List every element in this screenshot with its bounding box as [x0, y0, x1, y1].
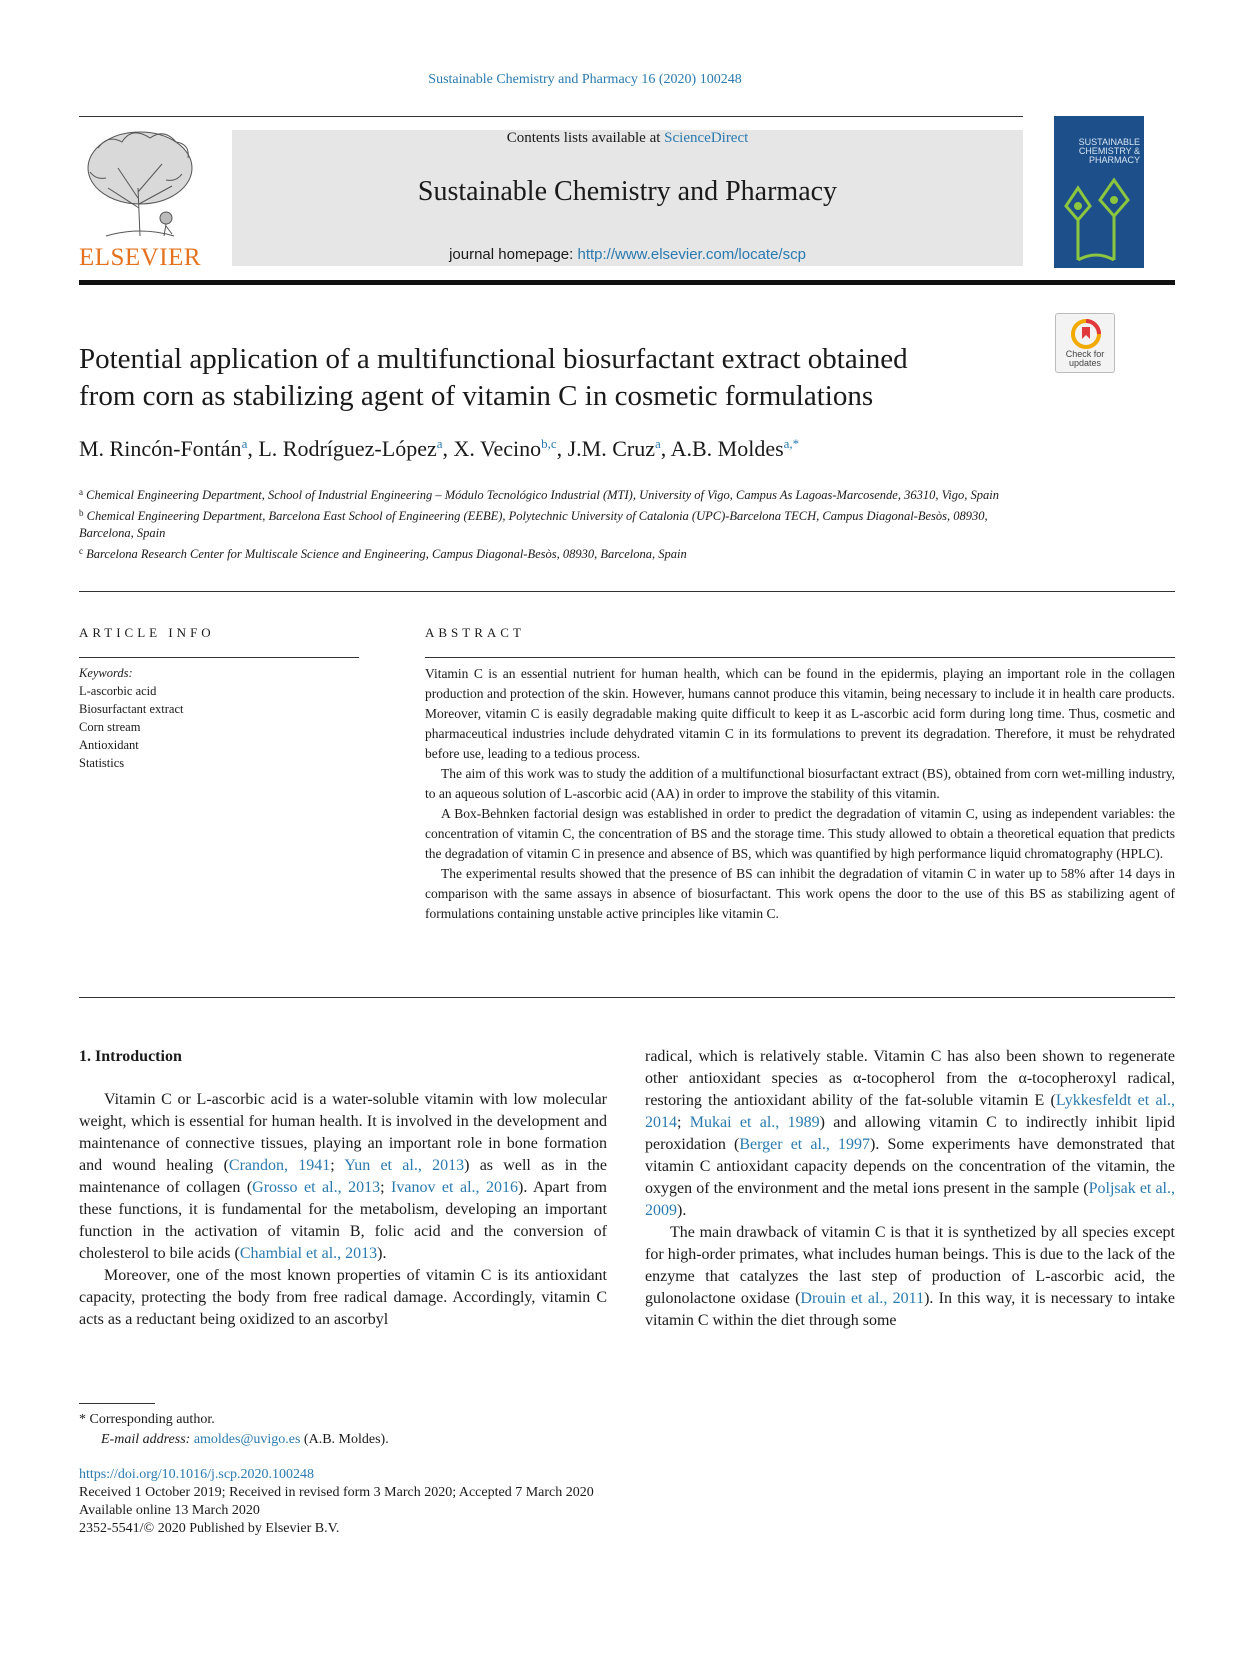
author-affil-mark[interactable]: b,c	[541, 436, 557, 451]
citation-link[interactable]: Poljsak et al., 2009	[645, 1180, 1175, 1219]
check-for-updates-badge[interactable]	[1055, 313, 1115, 373]
author-affil-mark[interactable]: a	[436, 436, 443, 451]
body-text: ) as well as in the maintenance of collagen (	[79, 1157, 607, 1196]
citation-link[interactable]: Lykkesfeldt et al., 2014	[645, 1092, 1175, 1131]
abstract-heading: ABSTRACT	[425, 625, 525, 640]
keywords-block	[79, 664, 359, 772]
keyword: Biosurfactant extract	[79, 702, 184, 716]
keyword: Statistics	[79, 756, 125, 770]
journal-cover[interactable]	[1054, 116, 1144, 268]
doi-link[interactable]: https://doi.org/10.1016/j.scp.2020.100248	[79, 1467, 315, 1482]
sciencedirect-link[interactable]: ScienceDirect	[664, 130, 749, 146]
received-dates: Received 1 October 2019; Received in revised form 3 March 2020; Accepted 7 March 2020	[79, 1485, 594, 1500]
citation-link[interactable]: Mukai et al., 1989	[689, 1114, 820, 1131]
citation-link[interactable]: Grosso et al., 2013	[252, 1179, 381, 1196]
body-text: ;	[330, 1157, 345, 1174]
elsevier-wordmark: ELSEVIER	[78, 244, 202, 271]
homepage-line: journal homepage: http://www.elsevier.com/locate/scp	[449, 246, 806, 263]
contents-line: Contents lists available at ScienceDirect	[506, 130, 749, 146]
publication-info	[79, 1466, 979, 1538]
abstract-paragraph: The aim of this work was to study the addition of a multifunctional biosurfactant extract (BS), obtained from corn wet-milling industry, to an aqueous solution of L-ascorbic acid (AA) in order to improve the stability of this vitamin.	[425, 766, 1175, 801]
body-paragraph	[79, 1265, 607, 1331]
author-affil-mark[interactable]: a	[655, 436, 661, 451]
check-for-updates-icon	[1071, 319, 1101, 349]
keyword: Antioxidant	[79, 738, 139, 752]
author-affil-mark[interactable]: a	[241, 436, 248, 451]
affiliation: $^c$ Barcelona Research Center for Multiscale Science and Engineering, Campus Diagonal-Besòs, 08930, Barcelona, Spain	[79, 545, 687, 561]
corresponding-author-note: * Corresponding author.	[79, 1412, 215, 1427]
body-column-left	[79, 1046, 607, 1331]
cover-title: SUSTAINABLE CHEMISTRY & PHARMACY	[1078, 137, 1140, 165]
body-text: ).	[677, 1202, 687, 1219]
body-text: ). In this way, it is necessary to intake vitamin C within the diet through some	[645, 1290, 1175, 1329]
body-text: ).	[377, 1245, 387, 1262]
email-link[interactable]: amoldes@uvigo.es	[193, 1432, 301, 1447]
body-text: ) and allowing vitamin C to indirectly inhibit lipid peroxidation (	[645, 1114, 1175, 1153]
affiliation: $^a$ Chemical Engineering Department, School of Industrial Engineering – Módulo Tecnológico Industrial (MTI), University of Vigo, Campus As Lagoas-Marcosende, 36310, Vigo, Spain	[79, 487, 1000, 502]
check-for-updates-label: Check for updates	[1065, 349, 1105, 368]
abstract-body	[425, 664, 1175, 924]
email-line: E-mail address: amoldes@uvigo.es (A.B. Moldes).	[101, 1432, 389, 1447]
cover-leaf-icon	[1056, 170, 1142, 266]
body-text: radical, which is relatively stable. Vitamin C has also been shown to regenerate other antioxidant species as α-tocopherol from the α-tocopheroxyl radical, restoring the antioxidant ability of the fat-soluble vitamin E (	[645, 1048, 1175, 1109]
article-title: Potential application of a multifunctional biosurfactant extract obtained from corn as stabilizing agent of vitamin C in cosmetic formulations	[79, 343, 908, 412]
citation-link[interactable]: Berger et al., 1997	[739, 1136, 871, 1153]
abstract-paragraph: The experimental results showed that the presence of BS can inhibit the degradation of vitamin C in water up to 58% after 14 days in comparison with the same assays in absence of biosurfactant. This work opens the door to the use of this BS as stabilizing agent of formulations containing unstable active principles like vitamin C.	[425, 866, 1175, 921]
journal-reference[interactable]: Sustainable Chemistry and Pharmacy 16 (2020) 100248	[428, 72, 742, 87]
body-paragraph	[79, 1089, 607, 1265]
header-thick-rule	[79, 280, 1175, 285]
body-text: Vitamin C or L-ascorbic acid is a water-soluble vitamin with low molecular weight, which is essential for human health. It is involved in the development and maintenance of connective tissues, playing an important role in bone formation and wound healing (	[79, 1091, 607, 1174]
available-online: Available online 13 March 2020	[79, 1503, 260, 1518]
body-text: ). Some experiments have demonstrated that vitamin C antioxidant capacity depends on the concentration of the vitamin, the oxygen of the environment and the metal ions present in the sample (	[645, 1136, 1175, 1197]
keywords-label: Keywords:	[79, 666, 133, 680]
author-affil-mark[interactable]: a,*	[783, 436, 800, 451]
citation-link[interactable]: Chambial et al., 2013	[239, 1245, 378, 1262]
keyword: Corn stream	[79, 720, 141, 734]
author-list: M. Rincón-Fontán$^a$, L. Rodríguez-López$^a$, X. Vecino$^{b,c}$, J.M. Cruz$^a$, A.B. Moldes$^{a,*}$	[79, 436, 800, 461]
citation-link[interactable]: Ivanov et al., 2016	[391, 1179, 519, 1196]
section-heading: 1. Introduction	[79, 1048, 182, 1065]
body-paragraph	[645, 1222, 1175, 1332]
author[interactable]: M. Rincón-Fontán	[79, 436, 242, 461]
abstract-paragraph: Vitamin C is an essential nutrient for human health, which can be found in the epidermis, playing an important role in the collagen production and protection of the skin. However, humans cannot produce this vitamin, being necessary to include it in health care products. Moreover, vitamin C is easily degradable making quite difficult to keep it as L-ascorbic acid form during long time. Thus, cosmetic and pharmaceutical industries include dehydrated vitamin C in its formulations to prevent its degradation. Therefore, it must be rehydrated before use, leading to a tedious process.	[425, 666, 1175, 761]
section-rule	[79, 591, 1175, 592]
homepage-link[interactable]: http://www.elsevier.com/locate/scp	[577, 246, 806, 263]
author[interactable]: L. Rodríguez-López	[258, 436, 437, 461]
abstract-rule	[425, 657, 1175, 658]
citation-link[interactable]: Yun et al., 2013	[344, 1157, 465, 1174]
author[interactable]: A.B. Moldes	[670, 436, 784, 461]
footnote	[79, 1410, 779, 1450]
body-paragraph	[645, 1046, 1175, 1222]
citation-link[interactable]: Crandon, 1941	[228, 1157, 331, 1174]
footnote-rule	[79, 1403, 155, 1404]
intro-right-text	[645, 1046, 1175, 1332]
intro-left-text	[79, 1089, 607, 1331]
body-text: ;	[380, 1179, 392, 1196]
copyright: 2352-5541/© 2020 Published by Elsevier B.V.	[79, 1521, 340, 1536]
article-info-rule	[79, 657, 359, 658]
affiliations	[79, 484, 1039, 563]
author[interactable]: X. Vecino	[453, 436, 542, 461]
body-text: Moreover, one of the most known properties of vitamin C is its antioxidant capacity, protecting the body from free radical damage. Accordingly, vitamin C acts as a reductant being oxidized to an ascorbyl	[79, 1267, 607, 1328]
body-text: ). Apart from these functions, it is fundamental for the metabolism, developing an important function in the activation of vitamin B, folic acid and the conversion of cholesterol to bile acids (	[79, 1179, 607, 1262]
header-rule	[79, 116, 1023, 117]
journal-title: Sustainable Chemistry and Pharmacy	[417, 176, 838, 207]
body-text: The main drawback of vitamin C is that it is synthetized by all species except for high-order primates, what includes human beings. This is due to the lack of the enzyme that catalyzes the last step of production of L-ascorbic acid, the gulonolactone oxidase (	[645, 1224, 1175, 1307]
author[interactable]: J.M. Cruz	[567, 436, 656, 461]
affiliation: $^b$ Chemical Engineering Department, Barcelona East School of Engineering (EEBE), Polytechnic University of Catalonia (UPC)-Barcelona TECH, Campus Diagonal-Besòs, 08930, Barcelona, Spain	[79, 507, 988, 540]
body-column-right	[645, 1046, 1175, 1332]
keyword: L-ascorbic acid	[79, 684, 157, 698]
abstract-end-rule	[79, 997, 1175, 998]
body-text: ;	[677, 1114, 690, 1131]
abstract-paragraph: A Box-Behnken factorial design was established in order to predict the degradation of vitamin C, using as independent variables: the concentration of vitamin C, the concentration of BS and the storage time. This study allowed to obtain a theoretical equation that predicts the degradation of vitamin C in presence and absence of BS, which was quantified by high performance liquid chromatography (HPLC).	[425, 806, 1175, 861]
article-info-heading: ARTICLE INFO	[79, 625, 215, 640]
citation-link[interactable]: Drouin et al., 2011	[800, 1290, 925, 1307]
